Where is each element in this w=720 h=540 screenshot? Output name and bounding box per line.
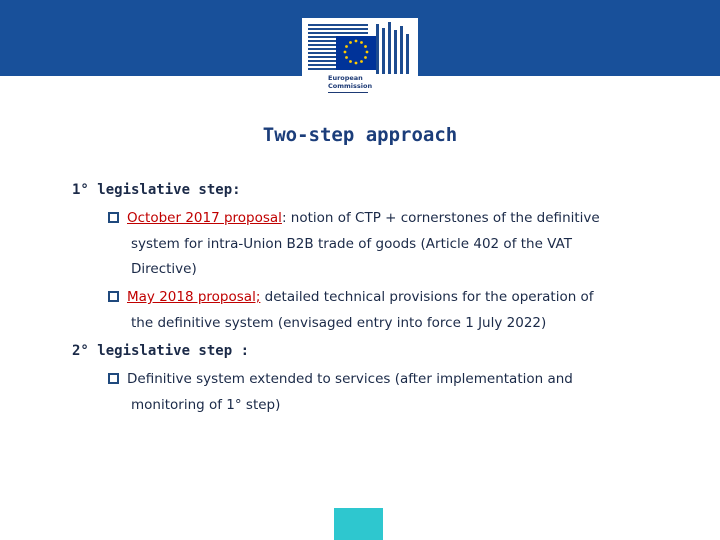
item-text: monitoring of 1° step) — [131, 396, 281, 413]
logo-underline — [328, 92, 368, 93]
european-commission-logo — [302, 18, 418, 98]
item-text: detailed technical provisions for the operation of — [260, 289, 594, 305]
list-item — [108, 367, 648, 418]
checkbox-bullet-icon — [108, 212, 119, 223]
commission-building-icon — [302, 18, 418, 78]
checkbox-bullet-icon — [108, 291, 119, 302]
item-text: Directive) — [131, 261, 197, 277]
proposal-link[interactable]: May 2018 proposal; — [127, 289, 261, 305]
step2-heading: 2° legislative step : — [72, 343, 250, 359]
item-text: : notion of CTP + cornerstones of the definitive — [281, 210, 600, 226]
footer-accent-block — [334, 508, 383, 540]
logo-line2: Commission — [328, 81, 373, 90]
list-item — [108, 206, 648, 283]
list-item — [108, 285, 648, 336]
step1-heading: 1° legislative step: — [72, 182, 241, 198]
item-text: the definitive system (envisaged entry into force 1 July 2022) — [131, 314, 547, 331]
slide-title: Two-step approach — [262, 124, 458, 146]
item-text: system for intra-Union B2B trade of goods (Article 402 of the VAT — [131, 235, 572, 252]
checkbox-bullet-icon — [108, 373, 119, 384]
proposal-link[interactable]: October 2017 proposal — [127, 210, 282, 226]
item-text: Definitive system extended to services (after implementation and — [127, 371, 573, 387]
logo-wordmark — [328, 75, 372, 90]
logo-line1: European — [328, 74, 363, 82]
